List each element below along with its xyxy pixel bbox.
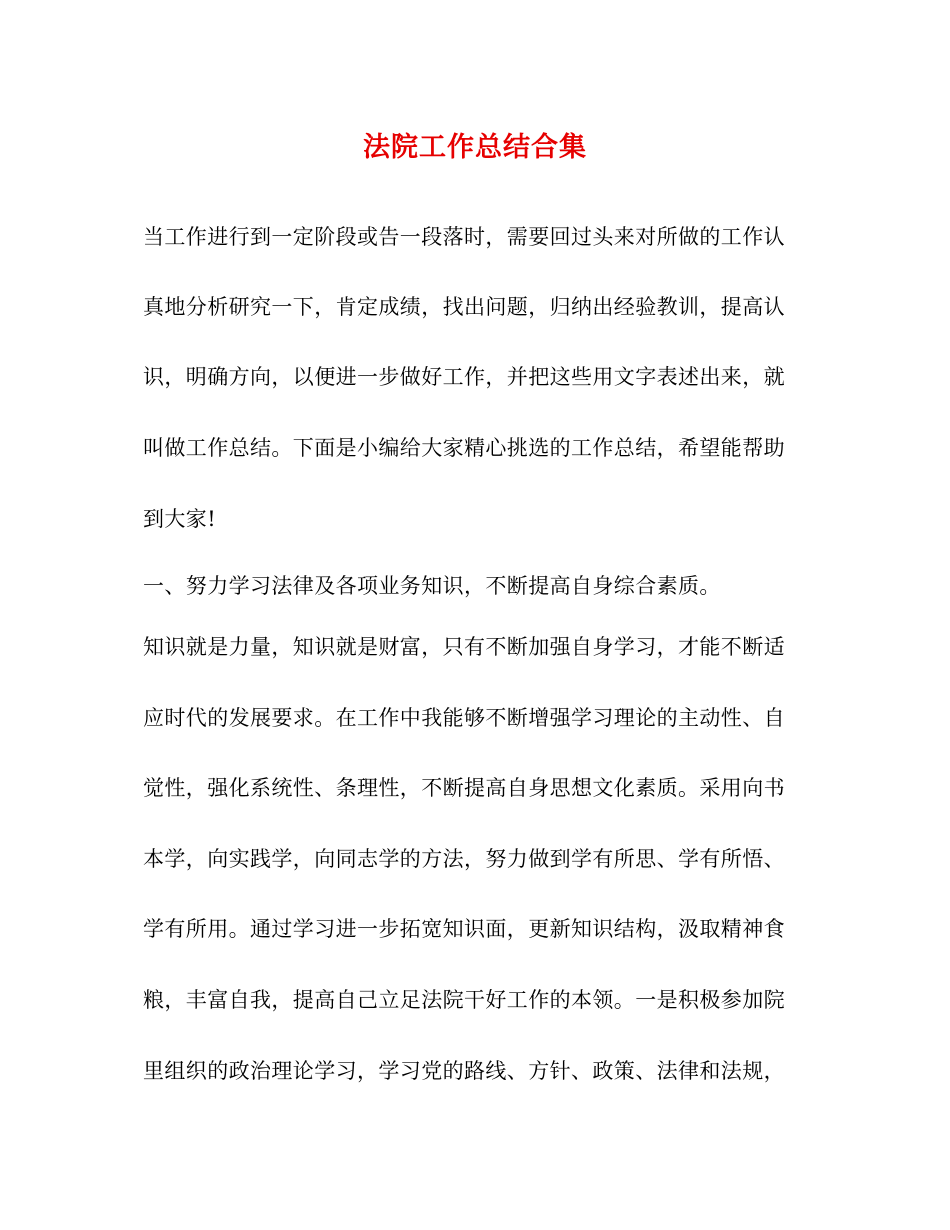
section-line-3: 觉性，强化系统性、条理性，不断提高自身思想文化素质。采用向书 <box>143 776 785 800</box>
section-line-1: 知识就是力量，知识就是财富，只有不断加强自身学习，才能不断适 <box>143 635 785 659</box>
document-title: 法院工作总结合集 <box>363 132 587 163</box>
intro-line-4: 叫做工作总结。下面是小编给大家精心挑选的工作总结，希望能帮助 <box>143 436 785 460</box>
section-line-6: 粮，丰富自我，提高自己立足法院干好工作的本领。一是积极参加院 <box>143 988 785 1012</box>
section-line-4: 本学，向实践学，向同志学的方法，努力做到学有所思、学有所悟、 <box>143 847 785 871</box>
section-line-2: 应时代的发展要求。在工作中我能够不断增强学习理论的主动性、自 <box>143 706 785 730</box>
section-line-7: 里组织的政治理论学习，学习党的路线、方针、政策、法律和法规， <box>143 1059 785 1083</box>
intro-line-2: 真地分析研究一下，肯定成绩，找出问题，归纳出经验教训，提高认 <box>143 295 785 319</box>
section-heading: 一、努力学习法律及各项业务知识，不断提高自身综合素质。 <box>143 574 721 598</box>
intro-line-3: 识，明确方向，以便进一步做好工作，并把这些用文字表述出来，就 <box>143 365 785 389</box>
intro-line-1: 当工作进行到一定阶段或告一段落时，需要回过头来对所做的工作认 <box>143 225 785 249</box>
intro-line-5: 到大家! <box>143 507 217 531</box>
section-line-5: 学有所用。通过学习进一步拓宽知识面，更新知识结构，汲取精神食 <box>143 917 785 941</box>
